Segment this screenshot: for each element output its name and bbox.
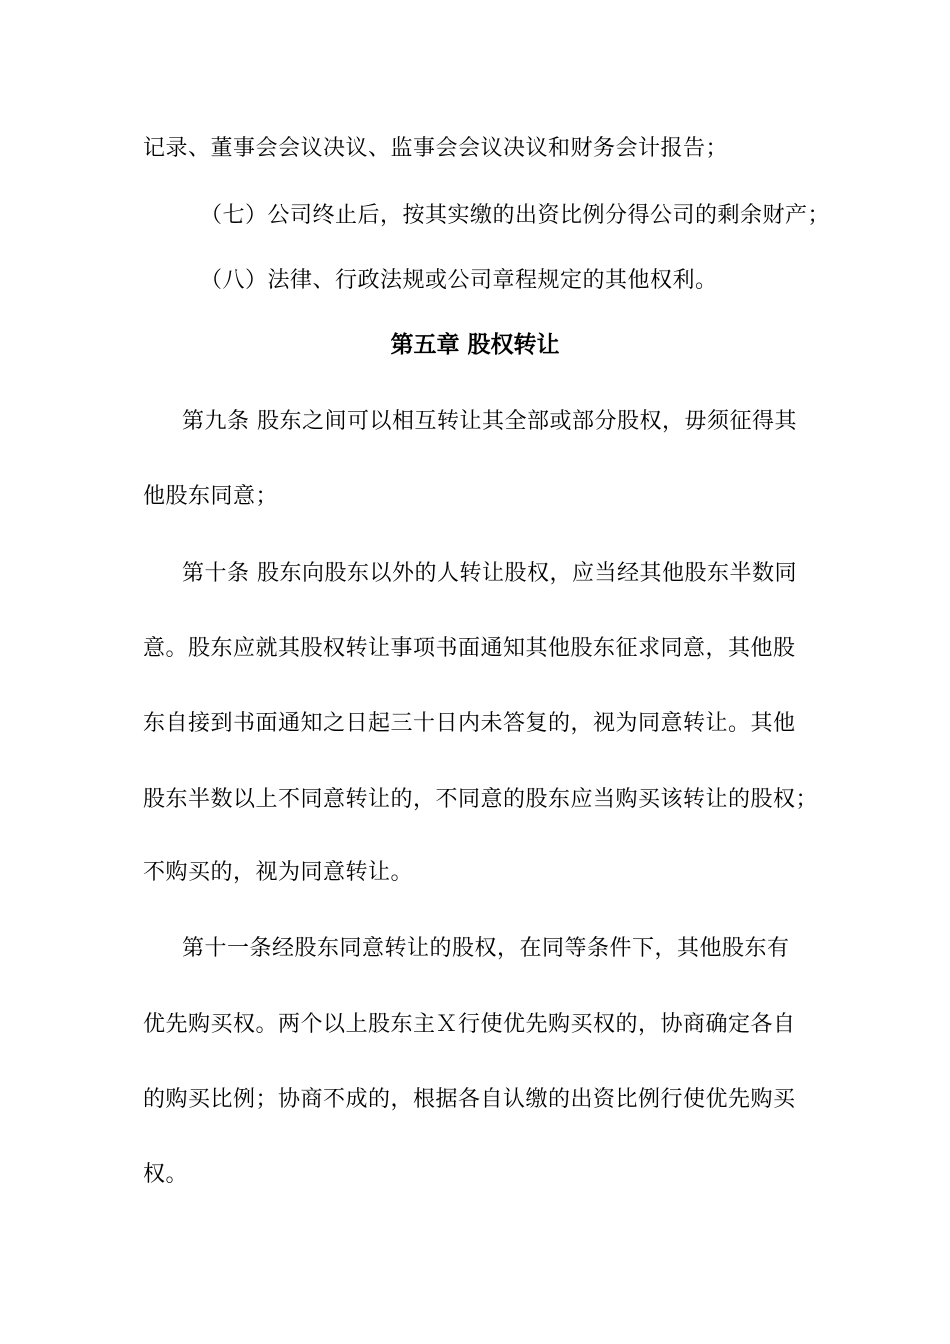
article-11-line: 的购买比例；协商不成的，根据各自认缴的出资比例行使优先购买 — [143, 1087, 796, 1112]
article-10-line: 东自接到书面通知之日起三十日内未答复的，视为同意转让。其他 — [143, 711, 796, 736]
article-11-line: 优先购买权。两个以上股东主Ｘ行使优先购买权的，协商确定各自 — [143, 1012, 796, 1037]
article-9-line: 他股东同意； — [143, 484, 279, 509]
article-10-line: 不购买的，视为同意转让。 — [143, 860, 414, 885]
chapter-heading: 第五章 股权转让 — [390, 332, 560, 358]
article-10-line: 第十条 股东向股东以外的人转让股权，应当经其他股东半数同 — [182, 561, 797, 586]
article-10-line: 意。股东应就其股权转让事项书面通知其他股东征求同意，其他股 — [143, 636, 796, 661]
paragraph-line: 记录、董事会会议决议、监事会会议决议和财务会计报告； — [143, 136, 729, 161]
article-11-line: 权。 — [143, 1162, 189, 1187]
paragraph-line: （七）公司终止后，按其实缴的出资比例分得公司的剩余财产； — [200, 203, 831, 228]
article-10-line: 股东半数以上不同意转让的，不同意的股东应当购买该转让的股权； — [143, 787, 819, 812]
paragraph-line: （八）法律、行政法规或公司章程规定的其他权利。 — [200, 268, 718, 293]
article-9-line: 第九条 股东之间可以相互转让其全部或部分股权，毋须征得其 — [182, 409, 797, 434]
article-11-line: 第十一条经股东同意转让的股权，在同等条件下，其他股东有 — [182, 936, 790, 961]
